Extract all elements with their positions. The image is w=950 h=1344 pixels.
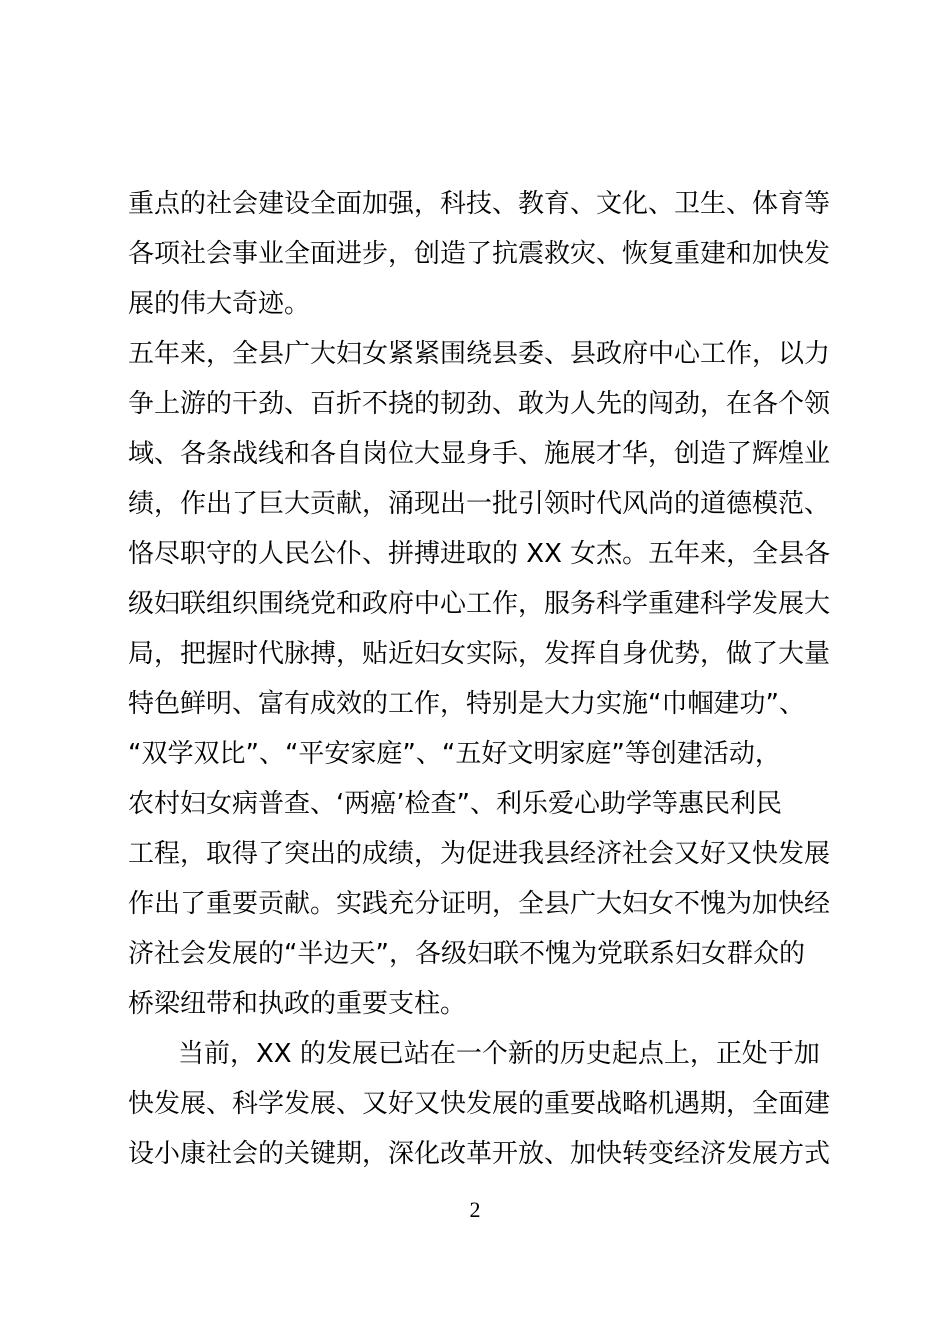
paragraph-first-line: 当前，XX 的发展已站在一个新的历史起点上，正处于加 bbox=[178, 1039, 820, 1069]
text-line: 工程，取得了突出的成绩，为促进我县经济社会又好又快发展 bbox=[128, 839, 831, 869]
text-line: 桥梁纽带和执政的重要支柱。 bbox=[128, 989, 467, 1019]
text-line: 域、各条战线和各自岗位大显身手、施展才华，创造了辉煌业 bbox=[128, 439, 831, 469]
text-line: 重点的社会建设全面加强，科技、教育、文化、卫生、体育等 bbox=[128, 189, 831, 219]
text-line: 济社会发展的“半边天”，各级妇联不愧为党联系妇女群众的 bbox=[128, 939, 805, 969]
text-line: 农村妇女病普查、‘两癌’检查”、利乐爱心助学等惠民利民 bbox=[128, 789, 782, 819]
text-line: 级妇联组织围绕党和政府中心工作，服务科学重建科学发展大 bbox=[128, 589, 831, 619]
text-line: 快发展、科学发展、又好又快发展的重要战略机遇期，全面建 bbox=[128, 1089, 831, 1119]
text-line: 特色鲜明、富有成效的工作，特别是大力实施“巾帼建功”、 bbox=[128, 689, 805, 719]
text-line: 各项社会事业全面进步，创造了抗震救灾、恢复重建和加快发 bbox=[128, 239, 831, 269]
text-line: 绩，作出了巨大贡献，涌现出一批引领时代风尚的道德模范、 bbox=[128, 489, 831, 519]
text-line: 作出了重要贡献。实践充分证明，全县广大妇女不愧为加快经 bbox=[128, 889, 831, 919]
text-line: 恪尽职守的人民公仆、拼搏进取的 XX 女杰。五年来，全县各 bbox=[128, 539, 831, 569]
text-line: 展的伟大奇迹。 bbox=[128, 289, 311, 319]
page-number: 2 bbox=[469, 1197, 481, 1222]
text-line: “双学双比”、“平安家庭”、“五好文明家庭”等创建活动， bbox=[128, 739, 781, 769]
text-line: 局，把握时代脉搏，贴近妇女实际，发挥自身优势，做了大量 bbox=[128, 639, 831, 669]
text-line: 争上游的干劲、百折不挠的韧劲、敢为人先的闯劲，在各个领 bbox=[128, 389, 831, 419]
text-line: 五年来，全县广大妇女紧紧围绕县委、县政府中心工作，以力 bbox=[128, 339, 831, 369]
text-line: 设小康社会的关键期，深化改革开放、加快转变经济发展方式 bbox=[128, 1139, 831, 1169]
